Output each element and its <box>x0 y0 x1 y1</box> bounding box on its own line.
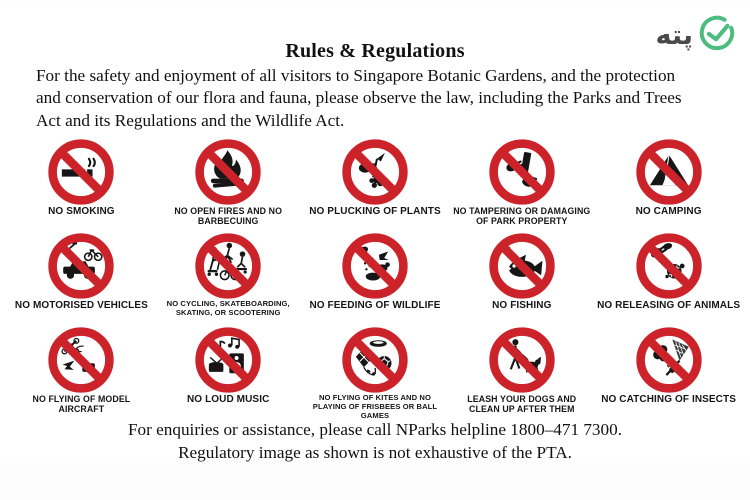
rule-item-releasing-animals <box>595 230 742 324</box>
rules-sign-board <box>0 6 750 462</box>
rule-label: NO CAMPING <box>635 206 702 217</box>
page-title: Rules & Regulations <box>285 40 465 62</box>
plucking-plants-icon <box>342 139 408 205</box>
rule-label: NO TAMPERING OR DAMAGING OF PARK PROPERTY <box>453 206 591 227</box>
brand-logo <box>655 14 736 57</box>
brand-wordmark: پته <box>655 20 693 51</box>
cycling-skating-icon <box>195 233 261 299</box>
tent-icon <box>636 139 702 205</box>
rule-label: NO CYCLING, SKATEBOARDING, SKATING, OR SCOOTERING <box>166 299 290 317</box>
rule-item-motorised-vehicles <box>8 230 155 324</box>
footer-disclaimer: Regulatory image as shown is not exhaustive of the PTA. <box>178 442 572 462</box>
intro-line: For the safety and enjoyment of all visitors to Singapore Botanic Gardens, and the protection <box>36 66 676 85</box>
rules-grid <box>8 136 742 418</box>
rule-item-plucking-plants <box>302 136 449 230</box>
rule-item-tent <box>595 136 742 230</box>
rule-label: NO SMOKING <box>48 206 115 217</box>
rule-label: NO RELEASING OF ANIMALS <box>597 300 741 311</box>
dog-leash-icon <box>489 327 555 393</box>
intro-paragraph <box>36 65 714 132</box>
loud-music-icon <box>195 327 261 393</box>
footer-note <box>0 419 750 464</box>
intro-line: Act and its Regulations and the Wildlife Act. <box>36 110 345 130</box>
insect-net-icon <box>636 327 702 393</box>
rule-label: NO FISHING <box>492 300 552 311</box>
rule-item-kites-ball-games <box>302 324 449 418</box>
fishing-icon <box>489 233 555 299</box>
kites-ball-games-icon <box>342 327 408 393</box>
rule-item-cycling-skating <box>155 230 302 324</box>
rule-label: NO FLYING OF MODEL AIRCRAFT <box>32 394 131 415</box>
rule-label: NO MOTORISED VEHICLES <box>14 300 148 311</box>
rule-item-feeding-wildlife <box>302 230 449 324</box>
cigarette-icon <box>48 139 114 205</box>
rule-label: NO FLYING OF KITES AND NO PLAYING OF FRISBEES OR BALL GAMES <box>312 393 438 420</box>
model-aircraft-icon <box>48 327 114 393</box>
rule-item-model-aircraft <box>8 324 155 418</box>
rule-label: NO LOUD MUSIC <box>186 394 270 405</box>
rule-label: NO FEEDING OF WILDLIFE <box>309 300 441 311</box>
rule-item-open-fire <box>155 136 302 230</box>
rule-item-cigarette <box>8 136 155 230</box>
rule-label: NO CATCHING OF INSECTS <box>601 394 736 405</box>
motorised-vehicles-icon <box>48 233 114 299</box>
rule-item-fishing <box>448 230 595 324</box>
intro-line: and conservation of our flora and fauna, please observe the law, including the Parks and Trees <box>36 88 682 108</box>
feeding-wildlife-icon <box>342 233 408 299</box>
footer-helpline: For enquiries or assistance, please call NParks helpline 1800–471 7300. <box>127 420 623 439</box>
releasing-animals-icon <box>636 233 702 299</box>
rule-label: LEASH YOUR DOGS AND CLEAN UP AFTER THEM <box>467 394 577 415</box>
rule-item-dog-leash <box>448 324 595 418</box>
rule-item-tampering-property <box>448 136 595 230</box>
tampering-property-icon <box>489 139 555 205</box>
rule-label: NO OPEN FIRES AND NO BARBECUING <box>174 206 283 227</box>
rule-item-loud-music <box>155 324 302 418</box>
check-circle-swoosh-icon <box>698 14 736 57</box>
rule-item-insect-net <box>595 324 742 418</box>
rule-label: NO PLUCKING OF PLANTS <box>309 206 441 217</box>
open-fire-icon <box>195 139 261 205</box>
